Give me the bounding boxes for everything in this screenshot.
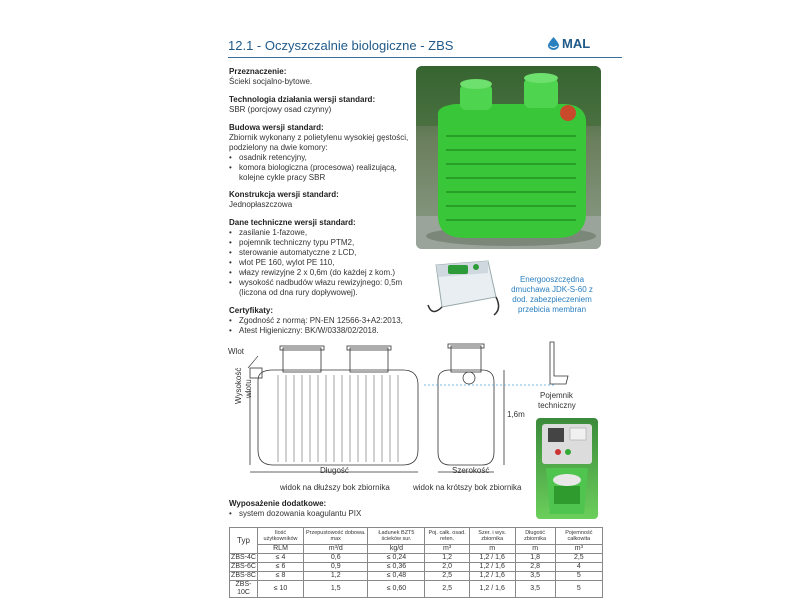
list-item: • Zgodność z normą: PN-EN 12566-3+A2:2013,	[229, 316, 429, 326]
brand-logo	[548, 36, 590, 51]
table-cell: 1,2 / 1,6	[469, 581, 515, 598]
table-cell: 5	[555, 581, 602, 598]
table-cell: ≤ 0,48	[368, 572, 425, 581]
table-cell: ZBS-10C	[230, 581, 258, 598]
list-item: • komora biologiczna (procesowa) realizującą, kolejne cykle pracy SBR	[229, 163, 414, 183]
label-pojemnik: Pojemnik	[540, 391, 573, 400]
section-dane	[229, 218, 419, 298]
list-item: • wlot PE 160, wylot PE 110,	[229, 258, 419, 268]
technical-container-photo	[536, 418, 598, 519]
table-cell: ≤ 0,60	[368, 581, 425, 598]
blower-caption: Energooszczędna dmuchawa JDK-S-60 z dod. zabezpieczeniem przebicia membran	[511, 275, 593, 314]
table-cell: 2,8	[515, 563, 555, 572]
unit-cell: m³	[555, 545, 602, 554]
blower-image	[426, 257, 502, 319]
water-drop-icon	[548, 37, 559, 50]
section-certyfikaty	[229, 306, 429, 336]
table-cell: 3,5	[515, 581, 555, 598]
header-cell: Typ	[230, 528, 258, 554]
table-cell: 2,5	[425, 581, 469, 598]
unit-cell: m	[469, 545, 515, 554]
table-cell: 1,2	[304, 572, 368, 581]
label-techniczny: techniczny	[538, 401, 576, 410]
unit-cell: RLM	[258, 545, 304, 554]
tank-photo-illustration	[416, 66, 601, 249]
header-cell: Ładunek BZT5 ścieków sur.	[368, 528, 425, 545]
caption-long-side: widok na dłuższy bok zbiornika	[280, 483, 390, 492]
section-heading: Technologia działania wersji standard:	[229, 95, 376, 104]
table-cell: ZBS-6C	[231, 563, 256, 570]
table-cell: ≤ 8	[258, 572, 304, 581]
section-heading: Wyposażenie dodatkowe:	[229, 499, 327, 508]
header-cell: Ilość użytkowników	[258, 528, 304, 545]
container-illustration	[536, 418, 598, 519]
table-cell: ZBS-4C	[231, 554, 256, 561]
unit-cell: m³	[425, 545, 469, 554]
table-cell: 1,2 / 1,6	[469, 554, 515, 563]
section-przeznaczenie	[229, 67, 414, 87]
section-text: Zbiornik wykonany z polietylenu wysokiej gęstości, podzielony na dwie komory:	[229, 133, 409, 152]
list-item: • osadnik retencyjny,	[229, 153, 414, 163]
spec-table	[229, 527, 603, 598]
table-cell: ≤ 0,36	[368, 563, 425, 572]
table-cell: ≤ 4	[258, 554, 304, 563]
brand-name: MAL	[562, 36, 591, 51]
table-cell: ≤ 6	[258, 563, 304, 572]
list-item: • system dozowania koagulantu PIX	[229, 509, 414, 519]
table-row	[230, 563, 603, 572]
section-technologia	[229, 95, 414, 115]
section-heading: Certyfikaty:	[229, 306, 274, 315]
unit-cell: m	[515, 545, 555, 554]
table-row	[230, 581, 603, 598]
label-wlot: Wlot	[228, 347, 244, 356]
table-cell: 2,5	[555, 554, 602, 563]
section-heading: Dane techniczne wersji standard:	[229, 218, 356, 227]
table-cell: 5	[555, 572, 602, 581]
section-text: SBR (porcjowy osad czynny)	[229, 105, 332, 114]
table-cell: 0,6	[304, 554, 368, 563]
table-cell: 4	[555, 563, 602, 572]
table-row	[230, 572, 603, 581]
section-text: Jednopłaszczowa	[229, 200, 293, 209]
table-cell: 2,5	[425, 572, 469, 581]
list-item: • Atest Higieniczny: BK/W/0338/02/2018.	[229, 326, 429, 336]
section-heading: Budowa wersji standard:	[229, 123, 324, 132]
table-cell: 1,8	[515, 554, 555, 563]
table-cell: 0,9	[304, 563, 368, 572]
unit-cell: kg/d	[368, 545, 425, 554]
table-cell: 1,2	[425, 554, 469, 563]
header-cell: Przepustowość dobowa. max	[304, 528, 368, 545]
list-item: • włazy rewizyjne 2 x 0,6m (do każdej z kom.)	[229, 268, 419, 278]
blower-illustration	[426, 257, 502, 319]
table-cell: 1,2 / 1,6	[469, 563, 515, 572]
section-text: Ścieki socjalno-bytowe.	[229, 77, 313, 86]
table-cell: 3,5	[515, 572, 555, 581]
list-item: • sterowanie automatyczne z LCD,	[229, 248, 419, 258]
section-heading: Konstrukcja wersji standard:	[229, 190, 339, 199]
list-item: • zasilanie 1-fazowe,	[229, 228, 419, 238]
header-cell: Poj. całk. osad. reten.	[425, 528, 469, 545]
header-cell: Szer. i wys. zbiornika	[469, 528, 515, 545]
table-row	[230, 554, 603, 563]
label-wlotu: wlotu	[244, 379, 253, 398]
table-cell: ≤ 10	[258, 581, 304, 598]
unit-cell: m³/d	[304, 545, 368, 554]
title-rule	[228, 57, 622, 58]
page-title: 12.1 - Oczyszczalnie biologiczne - ZBS	[228, 38, 454, 53]
label-height: 1,6m	[507, 410, 525, 419]
list-item: • pojemnik techniczny typu PTM2,	[229, 238, 419, 248]
table-header-row	[230, 528, 603, 545]
technical-drawing	[228, 340, 578, 500]
list-item: • wysokość nadbudów włazu rewizyjnego: 0,5m (liczona od dna rury dopływowej).	[229, 278, 419, 298]
table-cell: 1,5	[304, 581, 368, 598]
table-cell: ≤ 0,24	[368, 554, 425, 563]
section-konstrukcja	[229, 190, 414, 210]
table-cell: ZBS-8C	[231, 572, 256, 579]
label-szerokosc: Szerokość	[452, 466, 490, 475]
table-cell: 2,0	[425, 563, 469, 572]
label-dlugosc: Długość	[320, 466, 349, 475]
table-units-row	[230, 545, 603, 554]
product-photo	[416, 66, 601, 249]
caption-short-side: widok na krótszy bok zbiornika	[413, 483, 522, 492]
header-cell: Pojemność całkowita	[555, 528, 602, 545]
section-budowa	[229, 123, 414, 183]
section-wyposazenie	[229, 499, 414, 519]
header-cell: Długość zbiornika	[515, 528, 555, 545]
section-heading: Przeznaczenie:	[229, 67, 287, 76]
label-wysokosc: Wysokość	[234, 367, 243, 404]
table-cell: 1,2 / 1,6	[469, 572, 515, 581]
